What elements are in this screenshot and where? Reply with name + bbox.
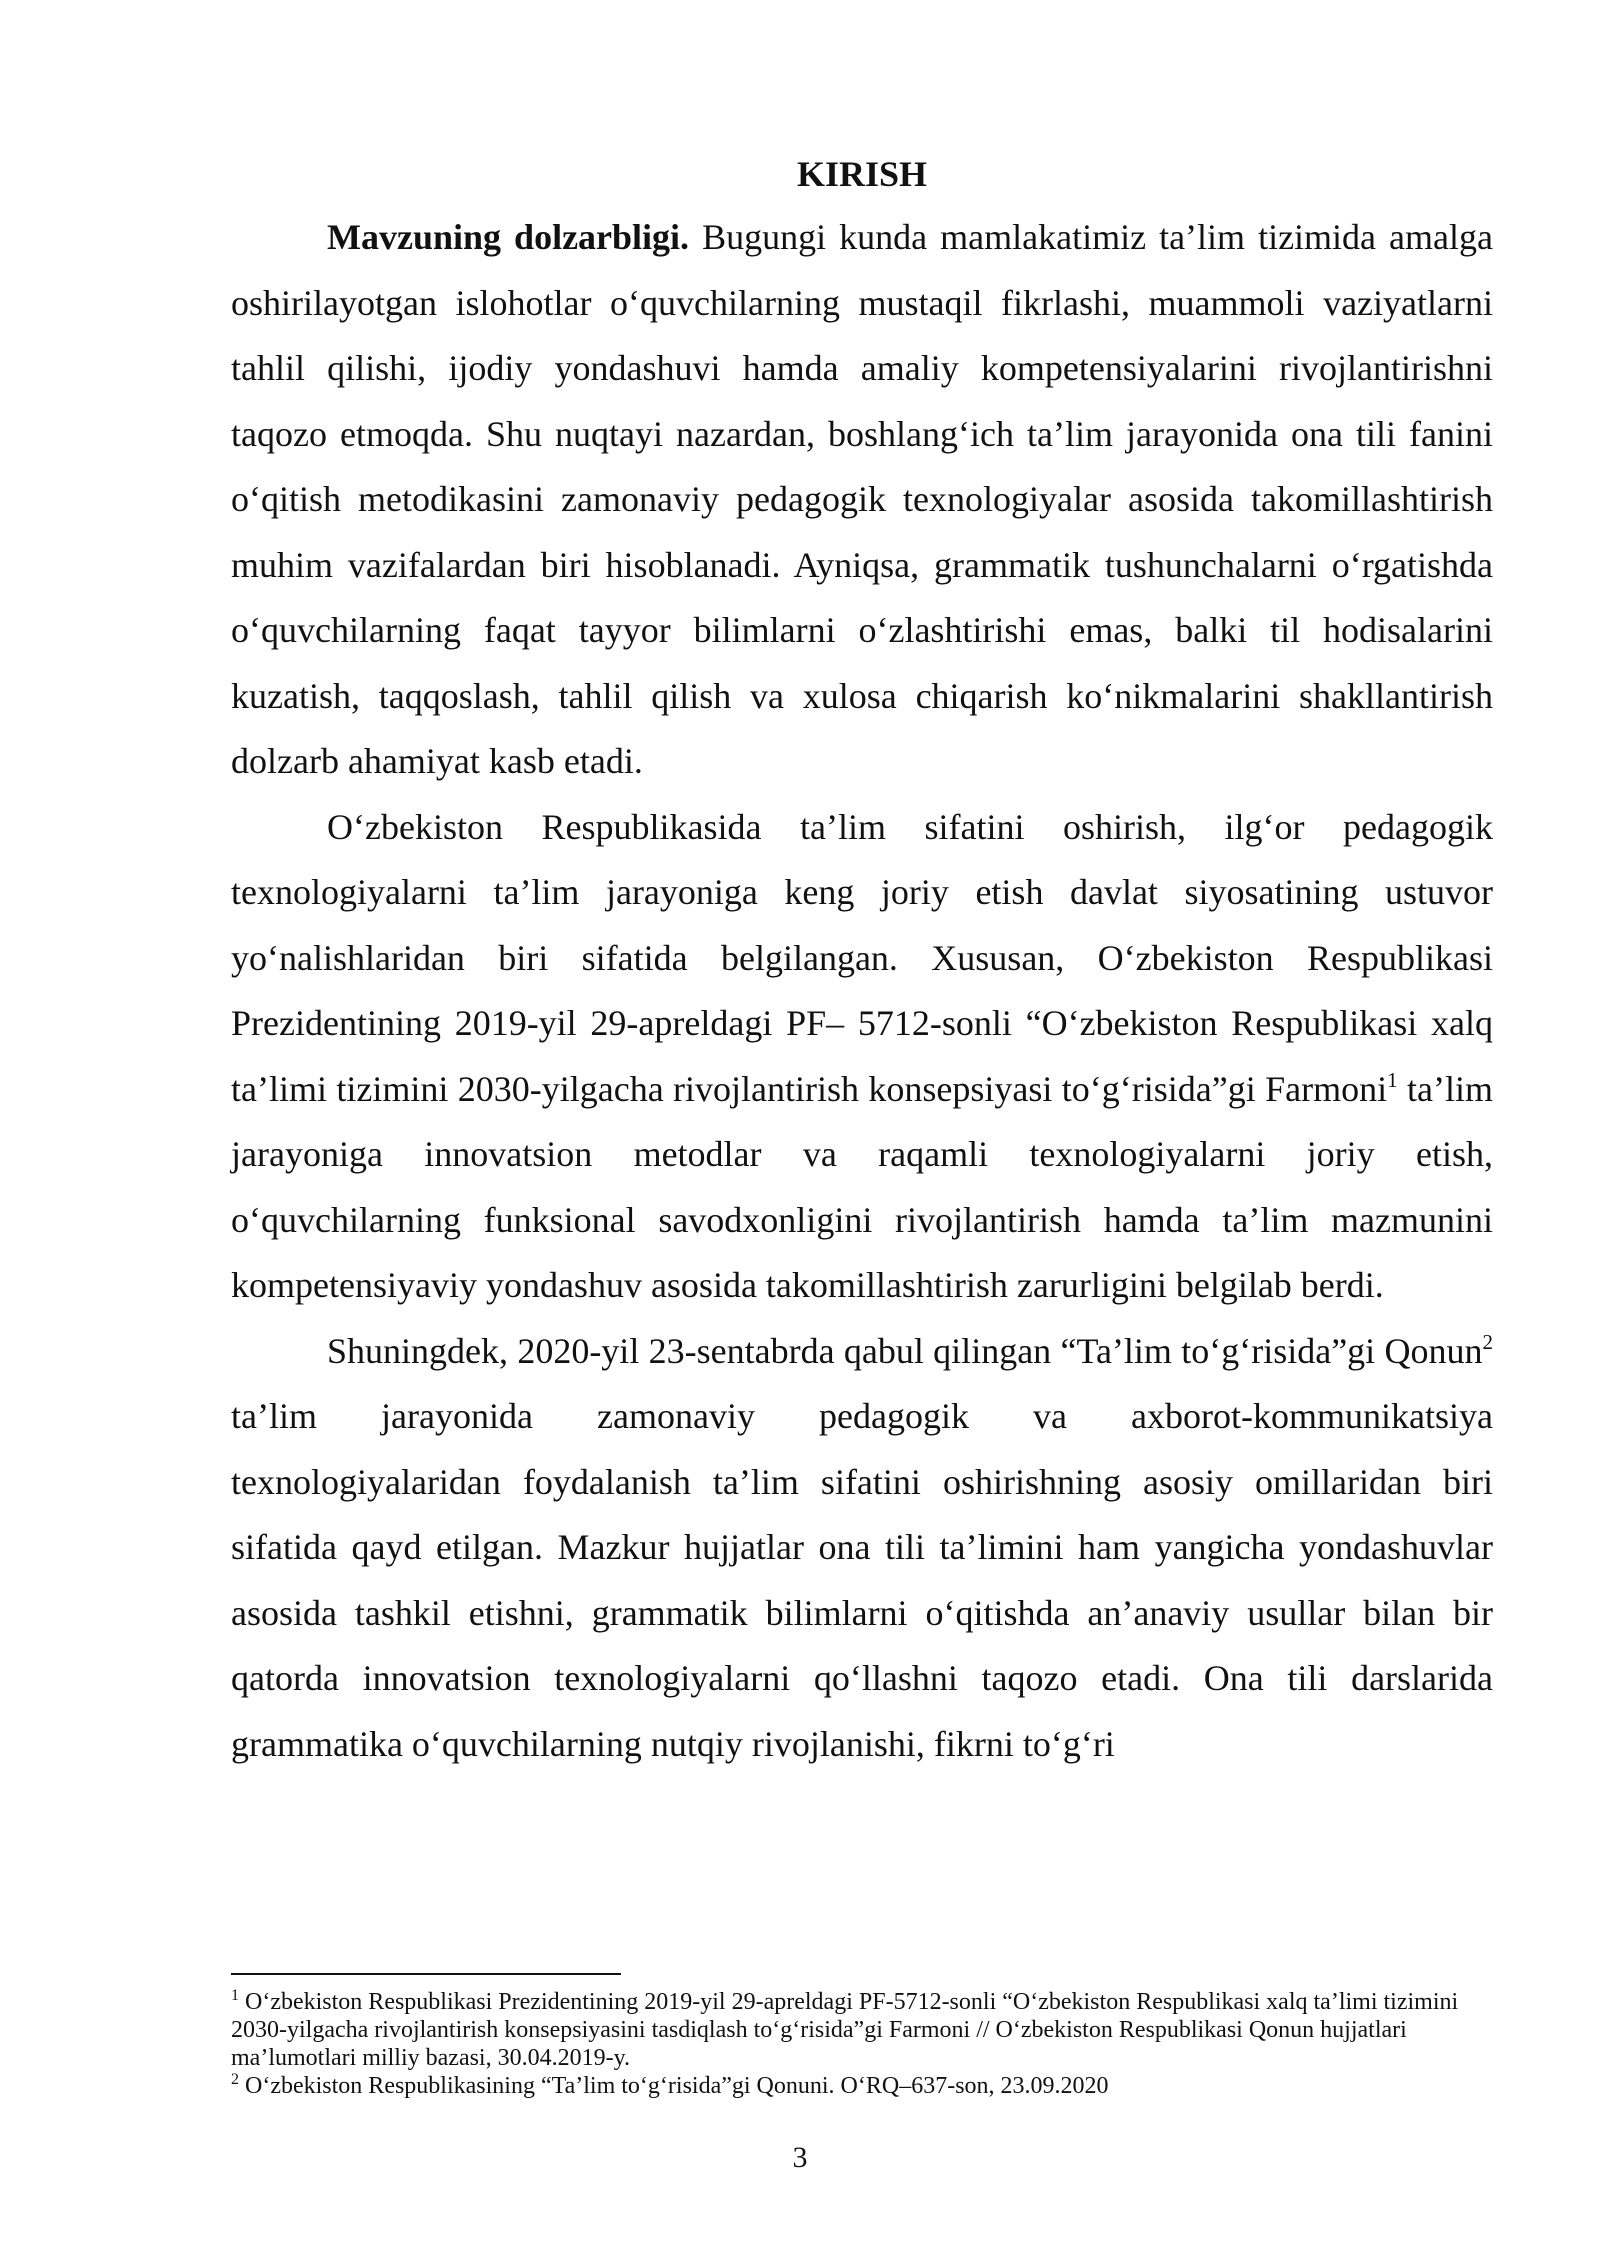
footnote-2 [231, 2072, 1493, 2100]
paragraph-text: ta’lim jarayonida zamonaviy pedagogik va axborot-kommunikatsiya texnologiyalaridan foydalanish ta’lim sifatini oshirishning asosiy omillaridan biri sifatida qayd etilgan. Mazkur hujjatlar ona tili ta’limini ham yangicha yondashuvlar asosida tashkil etishni, grammatik bilimlarni o‘qitishda an’anaviy usullar bilan bir qatorda innovatsion texnologiyalarni qo‘llashni taqozo etadi. Ona tili darslarida grammatika o‘quvchilarning nutqiy rivojlanishi, fikrni to‘g‘ri [231, 1396, 1493, 1764]
footnote-text: O‘zbekiston Respublikasining “Ta’lim to‘g‘risida”gi Qonuni. O‘RQ–637-son, 23.09.2020 [239, 2073, 1109, 2099]
footnote-number: 2 [231, 2071, 239, 2088]
page-number: 3 [792, 2141, 808, 2174]
footnote-number: 1 [231, 1987, 239, 2004]
footnote-separator [231, 1973, 621, 1975]
footnote-text: O‘zbekiston Respublikasi Prezidentining 2019-yil 29-apreldagi PF-5712-sonli “O‘zbekiston Respublikasi xalq ta’limi tizimini 2030-yilgacha rivojlantirish konsepsiyasini tasdiqlash to‘g‘risida”gi Farmoni // O‘zbekiston Respublikasi Qonun hujjatlari ma’lumotlari milliy bazasi, 30.04.2019-y. [231, 1989, 1459, 2071]
paragraph-law [231, 1319, 1493, 1778]
paragraph-lead: Mavzuning dolzarbligi. [327, 217, 690, 257]
footnote-1 [231, 1988, 1493, 2072]
paragraph-decree [231, 795, 1493, 1319]
footnote-ref-1[interactable]: 1 [1387, 1067, 1398, 1092]
footnotes [231, 1988, 1493, 2100]
paragraph-text: ta’lim jarayoniga innovatsion metodlar va raqamli texnologiyalarni joriy etish, o‘quvchilarning funksional savodxonligini rivojlantirish hamda ta’lim mazmunini kompetensiyaviy yondashuv asosida takomillashtirish zarurligini belgilab berdi. [231, 1068, 1493, 1305]
paragraph-text: O‘zbekiston Respublikasida ta’lim sifatini oshirish, ilg‘or pedagogik texnologiyalarni ta’lim jarayoniga keng joriy etish davlat siyosatining ustuvor yo‘nalishlaridan biri sifatida belgilangan. Xususan, O‘zbekiston Respublikasi Prezidentining 2019-yil 29-apreldagi PF– 5712-sonli “O‘zbekiston Respublikasi xalq ta’limi tizimini 2030-yilgacha rivojlantirish konsepsiyasi to‘g‘risida”gi Farmoni [231, 806, 1493, 1109]
paragraph-text: Shuningdek, 2020-yil 23-sentabrda qabul qilingan “Ta’lim to‘g‘risida”gi Qonun [327, 1330, 1483, 1371]
main-text [231, 143, 1493, 1777]
paragraph-relevance [231, 205, 1493, 795]
paragraph-text: Bugungi kunda mamlakatimiz ta’lim tizimida amalga oshirilayotgan islohotlar o‘quvchilarning mustaqil fikrlashi, muammoli vaziyatlarni tahlil qilishi, ijodiy yondashuvi hamda amaliy kompetensiyalarini rivojlantirishni taqozo etmoqda. Shu nuqtayi nazardan, boshlang‘ich ta’lim jarayonida ona tili fanini o‘qitish metodikasini zamonaviy pedagogik texnologiyalar asosida takomillashtirish muhim vazifalardan biri hisoblanadi. Ayniqsa, grammatik tushunchalarni o‘rgatishda o‘quvchilarning faqat tayyor bilimlarni o‘zlashtirishi emas, balki til hodisalarini kuzatish, taqqoslash, tahlil qilish va xulosa chiqarish ko‘nikmalarini shakllantirish dolzarb ahamiyat kasb etadi. [231, 217, 1493, 781]
footnote-ref-2[interactable]: 2 [1482, 1329, 1493, 1354]
section-heading: KIRISH [796, 154, 928, 194]
